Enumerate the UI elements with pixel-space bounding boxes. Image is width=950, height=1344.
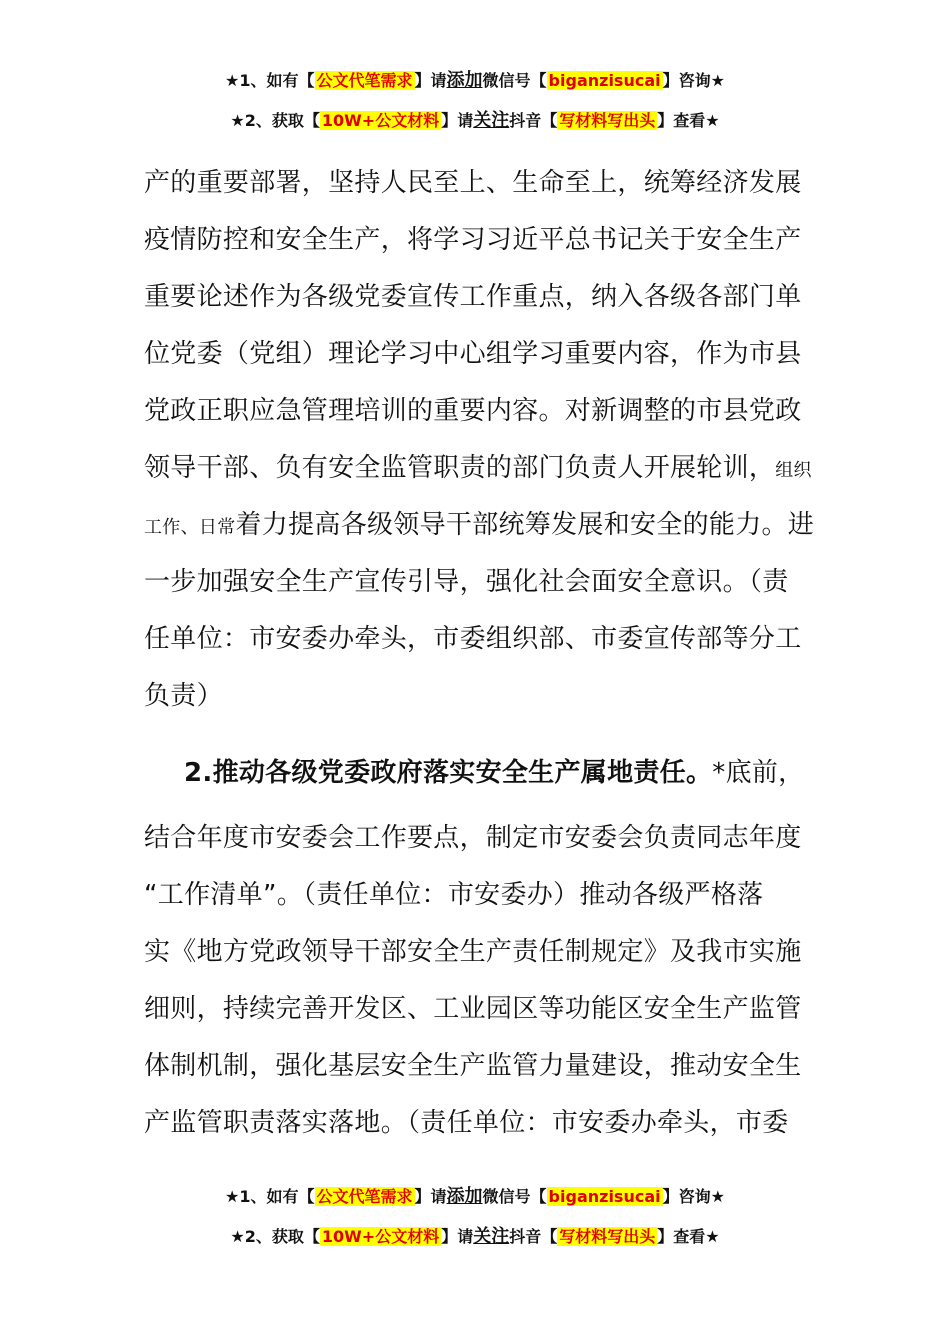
section-heading: 2.推动各级党委政府落实安全生产属地责任。 [184,758,713,788]
text-run: 领导干部、负有安全监管职责的部门负责人开展轮训， [144,453,776,483]
top-banner-line-2 [0,110,950,132]
text-run: *底前， [712,758,805,788]
highlight-service: 公文代笔需求 [316,1187,413,1206]
banner-text: 】查看★ [657,111,720,130]
highlight-douyin: 写材料写出头 [559,111,656,130]
banner-text: 微信号【 [482,71,547,90]
bottom-banner-line-1 [0,1186,950,1208]
text-line: 任单位：市安委办牵头，市委组织部、市委宣传部等分工 [144,624,802,654]
paragraph-1 [144,155,815,725]
highlight-wechat-id: biganzisucai [548,71,661,90]
banner-text: ★1、如有【 [225,1187,315,1206]
text-line: “工作清单”。（责任单位：市安委办）推动各级严格落 [144,880,764,910]
banner-emphasis: 关注 [473,1226,510,1247]
text-line [144,497,815,554]
text-line: 一步加强安全生产宣传引导，强化社会面安全意识。（责 [144,567,789,597]
banner-text: 抖音【 [509,111,558,130]
text-line: 细则，持续完善开发区、工业园区等功能区安全生产监管 [144,994,802,1024]
text-line: 负责） [144,681,223,711]
text-run: 着力提高各级领导干部统筹发展和安全的能力。进 [235,510,815,540]
text-line: 结合年度市安委会工作要点，制定市安委会负责同志年度 [144,823,802,853]
banner-text: 】请 [441,111,474,130]
highlight-materials: 10W+公文材料 [321,1227,440,1246]
banner-text: ★2、获取【 [230,111,320,130]
banner-emphasis: 添加 [446,1186,483,1207]
banner-text: 】请 [414,71,447,90]
banner-text: 】咨询★ [662,1187,725,1206]
inserted-small-text: 工作、日常 [144,517,236,538]
text-line [144,440,812,497]
text-line: 位党委（党组）理论学习中心组学习重要内容，作为市县 [144,339,802,369]
text-line [144,753,806,793]
banner-text: ★1、如有【 [225,71,315,90]
paragraph-gap [144,725,806,753]
banner-text: ★2、获取【 [230,1227,320,1246]
text-line: 党政正职应急管理培训的重要内容。对新调整的市县党政 [144,396,802,426]
highlight-service: 公文代笔需求 [316,71,413,90]
banner-text: 微信号【 [482,1187,547,1206]
banner-text: 】咨询★ [662,71,725,90]
banner-text: 抖音【 [509,1227,558,1246]
highlight-materials: 10W+公文材料 [321,111,440,130]
banner-text: 】请 [441,1227,474,1246]
bottom-banner-line-2 [0,1226,950,1248]
banner-text: 】请 [414,1187,447,1206]
text-line: 产的重要部署，坚持人民至上、生命至上，统筹经济发展 [144,168,802,198]
text-line: 疫情防控和安全生产，将学习习近平总书记关于安全生产 [144,225,802,255]
paragraph-2 [144,753,806,1152]
banner-emphasis: 关注 [473,110,510,131]
document-body [144,155,815,1152]
banner-emphasis: 添加 [446,70,483,91]
highlight-douyin: 写材料写出头 [559,1227,656,1246]
text-line: 产监管职责落实落地。（责任单位：市安委办牵头，市委 [144,1108,789,1138]
inserted-small-text: 组织 [775,460,812,481]
highlight-wechat-id: biganzisucai [548,1187,661,1206]
text-line: 重要论述作为各级党委宣传工作重点，纳入各级各部门单 [144,282,802,312]
top-banner-line-1 [0,70,950,92]
text-line: 实《地方党政领导干部安全生产责任制规定》及我市实施 [144,937,802,967]
text-line: 体制机制，强化基层安全生产监管力量建设，推动安全生 [144,1051,802,1081]
banner-text: 】查看★ [657,1227,720,1246]
